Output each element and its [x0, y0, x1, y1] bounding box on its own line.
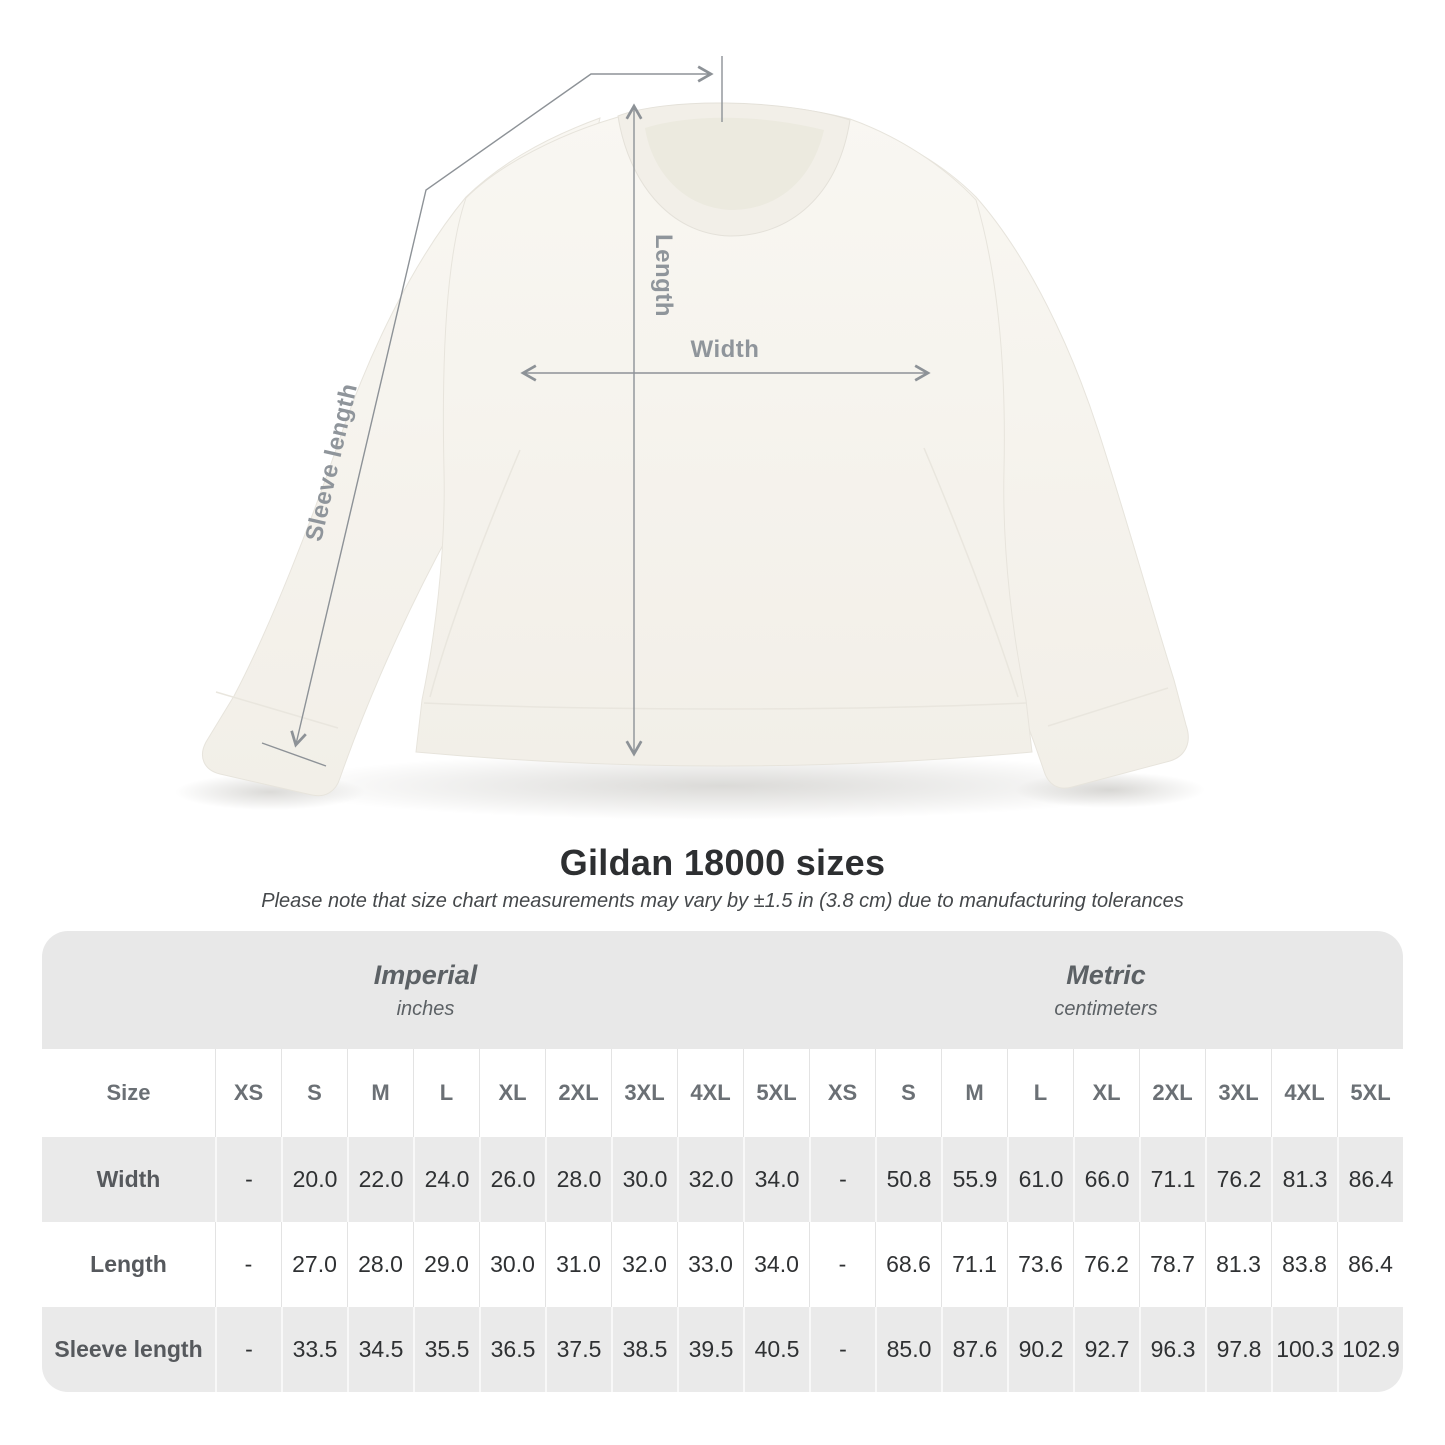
width-value-cell: 26.0	[479, 1137, 545, 1222]
size-header-cell: L	[413, 1049, 479, 1137]
length-value-cell: 30.0	[479, 1222, 545, 1307]
length-value-cell: -	[215, 1222, 281, 1307]
size-header-cell: S	[875, 1049, 941, 1137]
width-value-cell: 24.0	[413, 1137, 479, 1222]
imperial-unit-header	[42, 931, 809, 1049]
width-value-cell: 76.2	[1205, 1137, 1271, 1222]
width-value-cell: 30.0	[611, 1137, 677, 1222]
width-row	[42, 1137, 1403, 1222]
length-value-cell: 27.0	[281, 1222, 347, 1307]
size-header-row	[42, 1049, 1403, 1137]
width-value-cell: 32.0	[677, 1137, 743, 1222]
width-value-cell: 28.0	[545, 1137, 611, 1222]
sleeve-length-value-cell: 96.3	[1139, 1307, 1205, 1392]
unit-header-row	[42, 931, 1403, 1049]
page-title: Gildan 18000 sizes	[559, 842, 886, 883]
size-header-cell: 4XL	[1271, 1049, 1337, 1137]
length-value-cell: 31.0	[545, 1222, 611, 1307]
size-header-cell: 5XL	[1337, 1049, 1403, 1137]
size-header-cell: 3XL	[611, 1049, 677, 1137]
length-value-cell: 33.0	[677, 1222, 743, 1307]
length-value-cell: -	[809, 1222, 875, 1307]
sleeve-length-value-cell: 97.8	[1205, 1307, 1271, 1392]
sleeve-length-row-label: Sleeve length	[54, 1336, 203, 1362]
width-value-cell: 61.0	[1007, 1137, 1073, 1222]
size-header-cell: 2XL	[545, 1049, 611, 1137]
sleeve-length-value-cell: 85.0	[875, 1307, 941, 1392]
sleeve-length-value-cell: 102.9	[1337, 1307, 1403, 1392]
width-value-cell: -	[809, 1137, 875, 1222]
size-header-cell: M	[347, 1049, 413, 1137]
sleeve-length-value-cell: 90.2	[1007, 1307, 1073, 1392]
size-header-cell: 5XL	[743, 1049, 809, 1137]
sleeve-length-value-cell: 92.7	[1073, 1307, 1139, 1392]
sleeve-length-row	[42, 1307, 1403, 1392]
length-value-cell: 28.0	[347, 1222, 413, 1307]
width-value-cell: 50.8	[875, 1137, 941, 1222]
length-value-cell: 71.1	[941, 1222, 1007, 1307]
width-value-cell: -	[215, 1137, 281, 1222]
width-value-cell: 71.1	[1139, 1137, 1205, 1222]
length-value-cell: 32.0	[611, 1222, 677, 1307]
length-value-cell: 34.0	[743, 1222, 809, 1307]
sleeve-length-value-cell: 38.5	[611, 1307, 677, 1392]
size-header-cell: 4XL	[677, 1049, 743, 1137]
width-value-cell: 34.0	[743, 1137, 809, 1222]
sleeve-length-value-cell: 35.5	[413, 1307, 479, 1392]
size-header-cell: XS	[215, 1049, 281, 1137]
sleeve-length-value-cell: 33.5	[281, 1307, 347, 1392]
sleeve-length-value-cell: 39.5	[677, 1307, 743, 1392]
size-header-cell: M	[941, 1049, 1007, 1137]
sleeve-length-value-cell: 37.5	[545, 1307, 611, 1392]
length-value-cell: 73.6	[1007, 1222, 1073, 1307]
sleeve-length-value-cell: 40.5	[743, 1307, 809, 1392]
width-value-cell: 81.3	[1271, 1137, 1337, 1222]
width-value-cell: 22.0	[347, 1137, 413, 1222]
tolerance-note: Please note that size chart measurements may vary by ±1.5 in (3.8 cm) due to manufacturing tolerances	[261, 890, 1184, 912]
length-row-label: Length	[90, 1251, 167, 1277]
width-row-label: Width	[96, 1166, 161, 1192]
metric-unit-header	[809, 931, 1403, 1049]
width-value-cell: 55.9	[941, 1137, 1007, 1222]
sleeve-length-value-cell: 100.3	[1271, 1307, 1337, 1392]
length-value-cell: 86.4	[1337, 1222, 1403, 1307]
width-value-cell: 20.0	[281, 1137, 347, 1222]
sleeve-length-value-cell: 36.5	[479, 1307, 545, 1392]
length-label: Length	[650, 234, 677, 317]
length-value-cell: 78.7	[1139, 1222, 1205, 1307]
imperial-sublabel: inches	[396, 997, 455, 1020]
length-value-cell: 76.2	[1073, 1222, 1139, 1307]
metric-sublabel: centimeters	[1054, 997, 1158, 1020]
width-value-cell: 86.4	[1337, 1137, 1403, 1222]
sleeve-length-value-cell: 34.5	[347, 1307, 413, 1392]
metric-label: Metric	[1066, 959, 1146, 990]
sleeve-length-value-cell: 87.6	[941, 1307, 1007, 1392]
sleeve-length-value-cell: -	[809, 1307, 875, 1392]
size-header-cell: XS	[809, 1049, 875, 1137]
size-header-cell: S	[281, 1049, 347, 1137]
size-header-cell: XL	[1073, 1049, 1139, 1137]
size-header-cell: 2XL	[1139, 1049, 1205, 1137]
width-label: Width	[690, 336, 760, 363]
length-value-cell: 81.3	[1205, 1222, 1271, 1307]
sleeve-length-value-cell: -	[215, 1307, 281, 1392]
length-value-cell: 29.0	[413, 1222, 479, 1307]
size-column-label: Size	[106, 1080, 151, 1105]
length-value-cell: 83.8	[1271, 1222, 1337, 1307]
width-value-cell: 66.0	[1073, 1137, 1139, 1222]
sleeve-length-label: Sleeve length	[300, 380, 363, 544]
size-header-cell: 3XL	[1205, 1049, 1271, 1137]
size-chart-table	[42, 931, 1403, 1392]
length-row	[42, 1222, 1403, 1307]
imperial-label: Imperial	[373, 959, 478, 990]
size-header-cell: XL	[479, 1049, 545, 1137]
size-header-cell: L	[1007, 1049, 1073, 1137]
length-value-cell: 68.6	[875, 1222, 941, 1307]
